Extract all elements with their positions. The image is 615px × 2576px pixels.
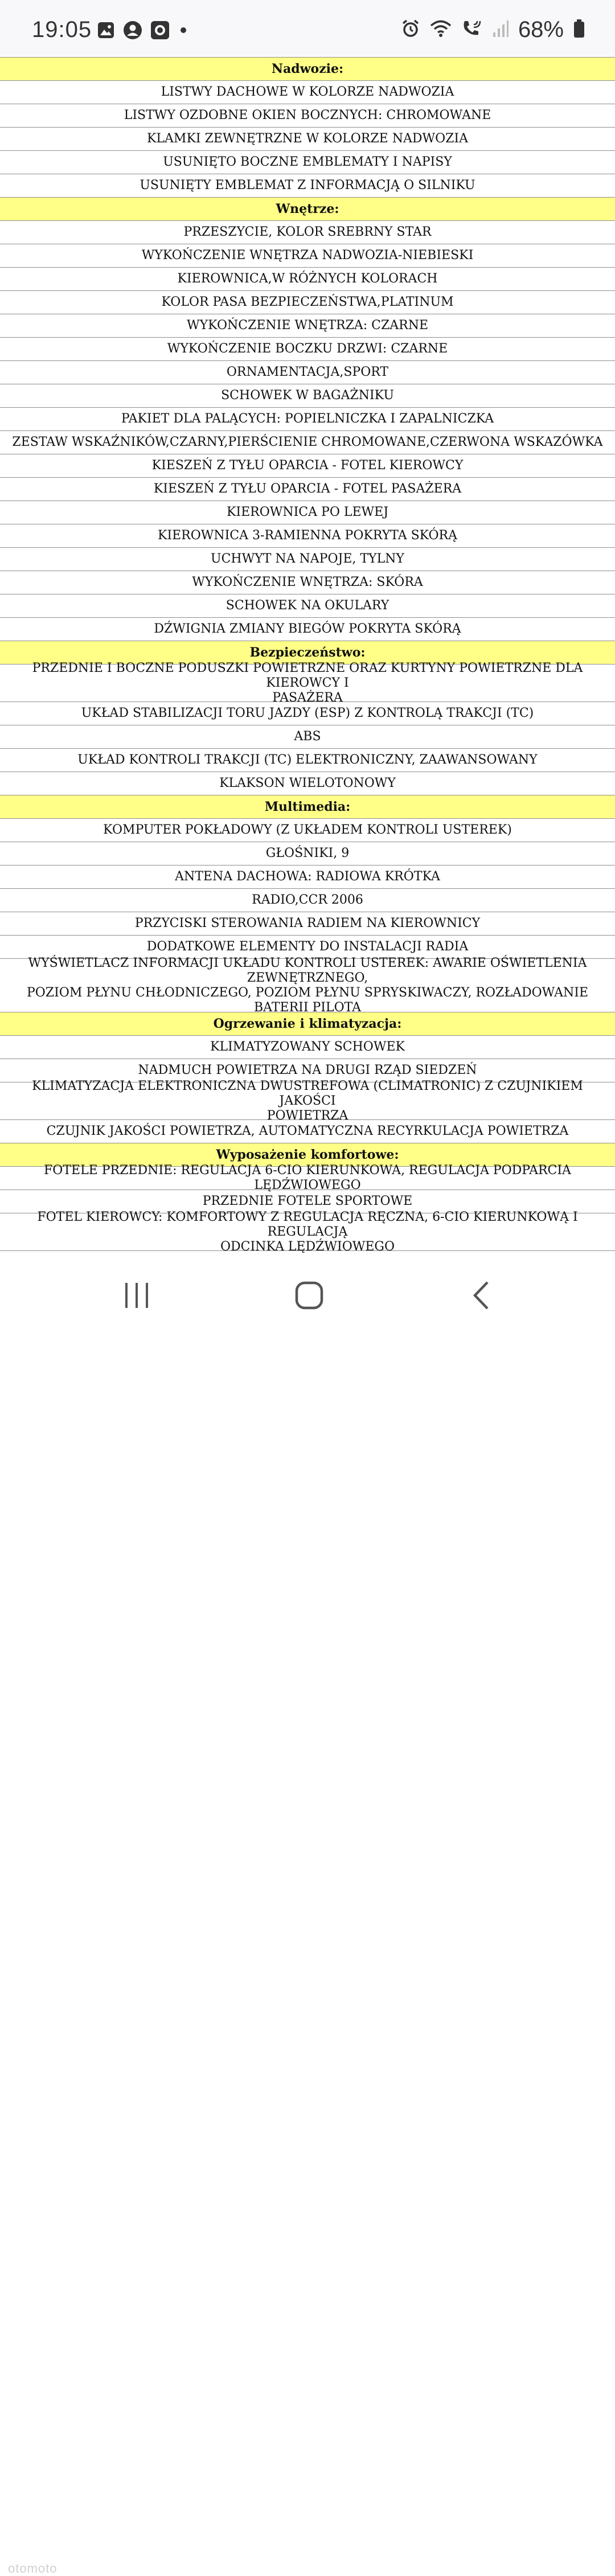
equipment-item: GŁOŚNIKI, 9	[265, 846, 350, 860]
table-row	[0, 221, 615, 244]
table-row	[0, 338, 615, 361]
home-icon	[294, 1281, 324, 1310]
table-row	[0, 661, 615, 705]
table-row	[0, 268, 615, 291]
equipment-item: PRZYCISKI STEROWANIA RADIEM NA KIEROWNICY	[134, 916, 481, 930]
table-row	[0, 501, 615, 524]
table-row	[0, 865, 615, 889]
equipment-item: KOLOR PASA BEZPIECZEŃSTWA,PLATINUM	[161, 295, 454, 309]
equipment-item: UKŁAD KONTROLI TRAKCJI (TC) ELEKTRONICZNY, ZAAWANSOWANY	[77, 753, 538, 767]
equipment-item: KIESZEŃ Z TYŁU OPARCIA - FOTEL PASAŻERA	[153, 482, 462, 496]
equipment-item: KLAMKI ZEWNĘTRZNE W KOLORZE NADWOZIA	[147, 132, 468, 146]
section-header	[0, 198, 615, 221]
table-row	[0, 594, 615, 618]
equipment-item: NADMUCH POWIETRZA NA DRUGI RZĄD SIEDZEŃ	[138, 1063, 477, 1077]
battery-icon	[573, 19, 585, 41]
equipment-item: UCHWYT NA NAPOJE, TYLNY	[211, 552, 404, 566]
equipment-item: ANTENA DACHOWA: RADIOWA KRÓTKA	[175, 869, 440, 884]
table-row	[0, 151, 615, 174]
status-time: 19:05	[32, 17, 92, 42]
table-row	[0, 842, 615, 865]
section-title: Ogrzewanie i klimatyzacja:	[213, 1016, 402, 1031]
equipment-item: KLIMATYZACJA ELEKTRONICZNA DWUSTREFOWA (CLIMATRONIC) Z CZUJNIKIEM JAKOŚCI POWIETRZA	[32, 1078, 583, 1123]
table-row	[0, 1163, 615, 1192]
equipment-item: UKŁAD STABILIZACJI TORU JAZDY (ESP) Z KONTROLĄ TRAKCJI (TC)	[81, 706, 534, 720]
equipment-item: WYŚWIETLACZ INFORMACJI UKŁADU KONTROLI USTEREK: AWARIE OŚWIETLENIA ZEWNĘTRZNEGO, POZIOM PŁYNU CHŁODNICZEGO, POZIOM PŁYNU SPRYSKIWACZY, ROZŁADOWANIE BATERII PILOTA	[26, 955, 589, 1015]
section-header	[0, 1012, 615, 1036]
equipment-item: KIEROWNICA,W RÓŻNYCH KOLORACH	[177, 272, 438, 286]
equipment-item: LISTWY OZDOBNE OKIEN BOCZNYCH: CHROMOWANE	[124, 108, 491, 122]
equipment-item: ZESTAW WSKAŹNIKÓW,CZARNY,PIERŚCIENIE CHROMOWANE,CZERWONA WSKAZÓWKA	[12, 435, 603, 449]
equipment-item: WYKOŃCZENIE WNĘTRZA: SKÓRA	[192, 575, 423, 589]
equipment-item: KIEROWNICA 3-RAMIENNA POKRYTA SKÓRĄ	[157, 528, 458, 543]
navigation-bar	[0, 1253, 615, 2575]
equipment-item: SCHOWEK W BAGAŻNIKU	[221, 388, 394, 403]
equipment-item: KLIMATYZOWANY SCHOWEK	[210, 1040, 405, 1054]
table-row	[0, 454, 615, 478]
wifi-call-icon	[461, 19, 483, 41]
equipment-item: DŹWIGNIA ZMIANY BIEGÓW POKRYTA SKÓRĄ	[154, 622, 461, 636]
table-row	[0, 524, 615, 548]
table-row	[0, 81, 615, 104]
table-row	[0, 772, 615, 795]
equipment-item: FOTEL KIEROWCY: KOMFORTOWY Z REGULACJA RĘCZNA, 6-CIO KIERUNKOWĄ I REGULACJĄ ODCINKA LĘDŹWIOWEGO	[37, 1209, 578, 1253]
screen-record-icon	[150, 20, 170, 43]
table-row	[0, 1120, 615, 1143]
table-row	[0, 548, 615, 571]
section-title: Wnętrze:	[276, 202, 339, 216]
equipment-item: SCHOWEK NA OKULARY	[226, 598, 390, 613]
section-header	[0, 795, 615, 819]
equipment-item: ABS	[294, 729, 321, 744]
section-title: Bezpieczeństwo:	[249, 645, 366, 660]
table-row	[0, 1209, 615, 1253]
table-row	[0, 104, 615, 128]
status-bar	[0, 0, 615, 56]
equipment-item: PAKIET DLA PALĄCYCH: POPIELNICZKA I ZAPALNICZKA	[121, 412, 494, 426]
table-row	[0, 889, 615, 912]
equipment-item: PRZEDNIE FOTELE SPORTOWE	[202, 1194, 413, 1208]
equipment-item: USUNIĘTY EMBLEMAT Z INFORMACJĄ O SILNIKU	[140, 178, 475, 192]
equipment-item: KOMPUTER POKŁADOWY (Z UKŁADEM KONTROLI USTEREK)	[103, 823, 512, 837]
gallery-icon	[97, 21, 115, 42]
equipment-item: PRZESZYCIE, KOLOR SREBRNY STAR	[183, 225, 432, 239]
table-row	[0, 725, 615, 749]
equipment-item: RADIO,CCR 2006	[252, 893, 363, 907]
equipment-item: CZUJNIK JAKOŚCI POWIETRZA, AUTOMATYCZNA RECYRKULACJA POWIETRZA	[46, 1124, 569, 1138]
equipment-item: WYKOŃCZENIE BOCZKU DRZWI: CZARNE	[167, 342, 448, 356]
home-button[interactable]	[286, 1275, 332, 1315]
section-title: Multimedia:	[264, 799, 351, 814]
section-title: Wyposażenie komfortowe:	[216, 1147, 399, 1162]
equipment-table	[0, 56, 615, 1253]
status-right-icons	[401, 17, 585, 43]
table-row	[0, 478, 615, 501]
table-row	[0, 618, 615, 641]
status-left-icons	[97, 20, 189, 43]
table-row	[0, 384, 615, 408]
dot-icon	[178, 24, 189, 39]
table-row	[0, 244, 615, 268]
back-button[interactable]	[459, 1275, 505, 1315]
alarm-icon	[401, 19, 420, 41]
account-icon	[123, 20, 142, 43]
equipment-item: WYKOŃCZENIE WNĘTRZA: CZARNE	[186, 318, 429, 333]
signal-icon	[492, 19, 509, 41]
table-row	[0, 571, 615, 594]
table-row	[0, 128, 615, 151]
table-row	[0, 408, 615, 431]
equipment-item: KIESZEŃ Z TYŁU OPARCIA - FOTEL KIEROWCY	[151, 458, 464, 473]
table-row	[0, 819, 615, 842]
table-row	[0, 291, 615, 314]
table-row	[0, 702, 615, 725]
section-header	[0, 58, 615, 81]
table-row	[0, 361, 615, 384]
table-row	[0, 314, 615, 338]
table-row	[0, 749, 615, 772]
equipment-item: DODATKOWE ELEMENTY DO INSTALACJI RADIA	[146, 940, 469, 954]
equipment-item: KIEROWNICA PO LEWEJ	[226, 505, 389, 519]
table-row	[0, 174, 615, 198]
recents-button[interactable]	[114, 1275, 159, 1315]
equipment-item: FOTELE PRZEDNIE: REGULACJA 6-CIO KIERUNKOWA, REGULACJA PODPARCIA LĘDŹWIOWEGO	[44, 1163, 571, 1192]
equipment-item: LISTWY DACHOWE W KOLORZE NADWOZIA	[161, 85, 454, 99]
equipment-item: WYKOŃCZENIE WNĘTRZA NADWOZIA-NIEBIESKI	[141, 248, 474, 262]
equipment-item: ORNAMENTACJA,SPORT	[226, 365, 389, 379]
recents-icon	[123, 1281, 150, 1310]
table-row	[0, 955, 615, 1015]
section-title: Nadwozie:	[271, 61, 344, 76]
wifi-icon	[429, 19, 452, 41]
table-row	[0, 912, 615, 936]
equipment-item: USUNIĘTO BOCZNE EMBLEMATY I NAPISY	[163, 155, 452, 169]
table-row	[0, 431, 615, 454]
table-row	[0, 1036, 615, 1059]
equipment-item: KLAKSON WIELOTONOWY	[219, 776, 396, 790]
equipment-item: PRZEDNIE I BOCZNE PODUSZKI POWIETRZNE ORAZ KURTYNY POWIETRZNE DLA KIEROWCY I PASAŻERA	[32, 661, 583, 705]
table-row	[0, 1078, 615, 1123]
watermark: otomoto	[8, 2561, 58, 2575]
battery-percent: 68%	[518, 17, 564, 42]
back-icon	[470, 1280, 493, 1311]
